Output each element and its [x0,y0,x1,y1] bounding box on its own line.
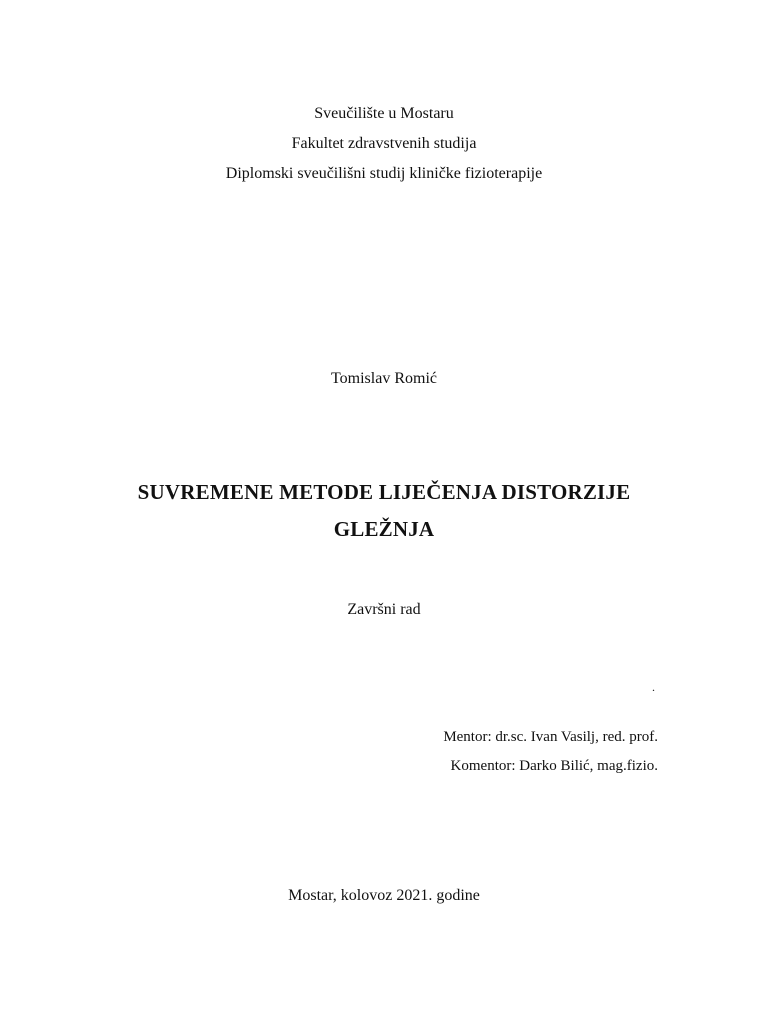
author-name: Tomislav Romić [331,370,437,387]
place-and-date: Mostar, kolovoz 2021. godine [288,887,480,904]
thesis-title [60,474,708,548]
faculty-name: Fakultet zdravstvenih studija [291,135,477,152]
document-type: Završni rad [347,601,421,618]
mentor-line: Mentor: dr.sc. Ivan Vasilj, red. prof. [443,729,658,745]
thesis-title-line-1: SUVREMENE METODE LIJEČENJA DISTORZIJE [137,480,631,504]
komentor-line: Komentor: Darko Bilić, mag.fizio. [450,758,658,774]
university-name: Sveučilište u Mostaru [314,105,454,122]
stray-dot: . [652,680,655,694]
thesis-title-line-2: GLEŽNJA [333,517,435,541]
study-program: Diplomski sveučilišni studij kliničke fizioterapije [225,165,543,182]
